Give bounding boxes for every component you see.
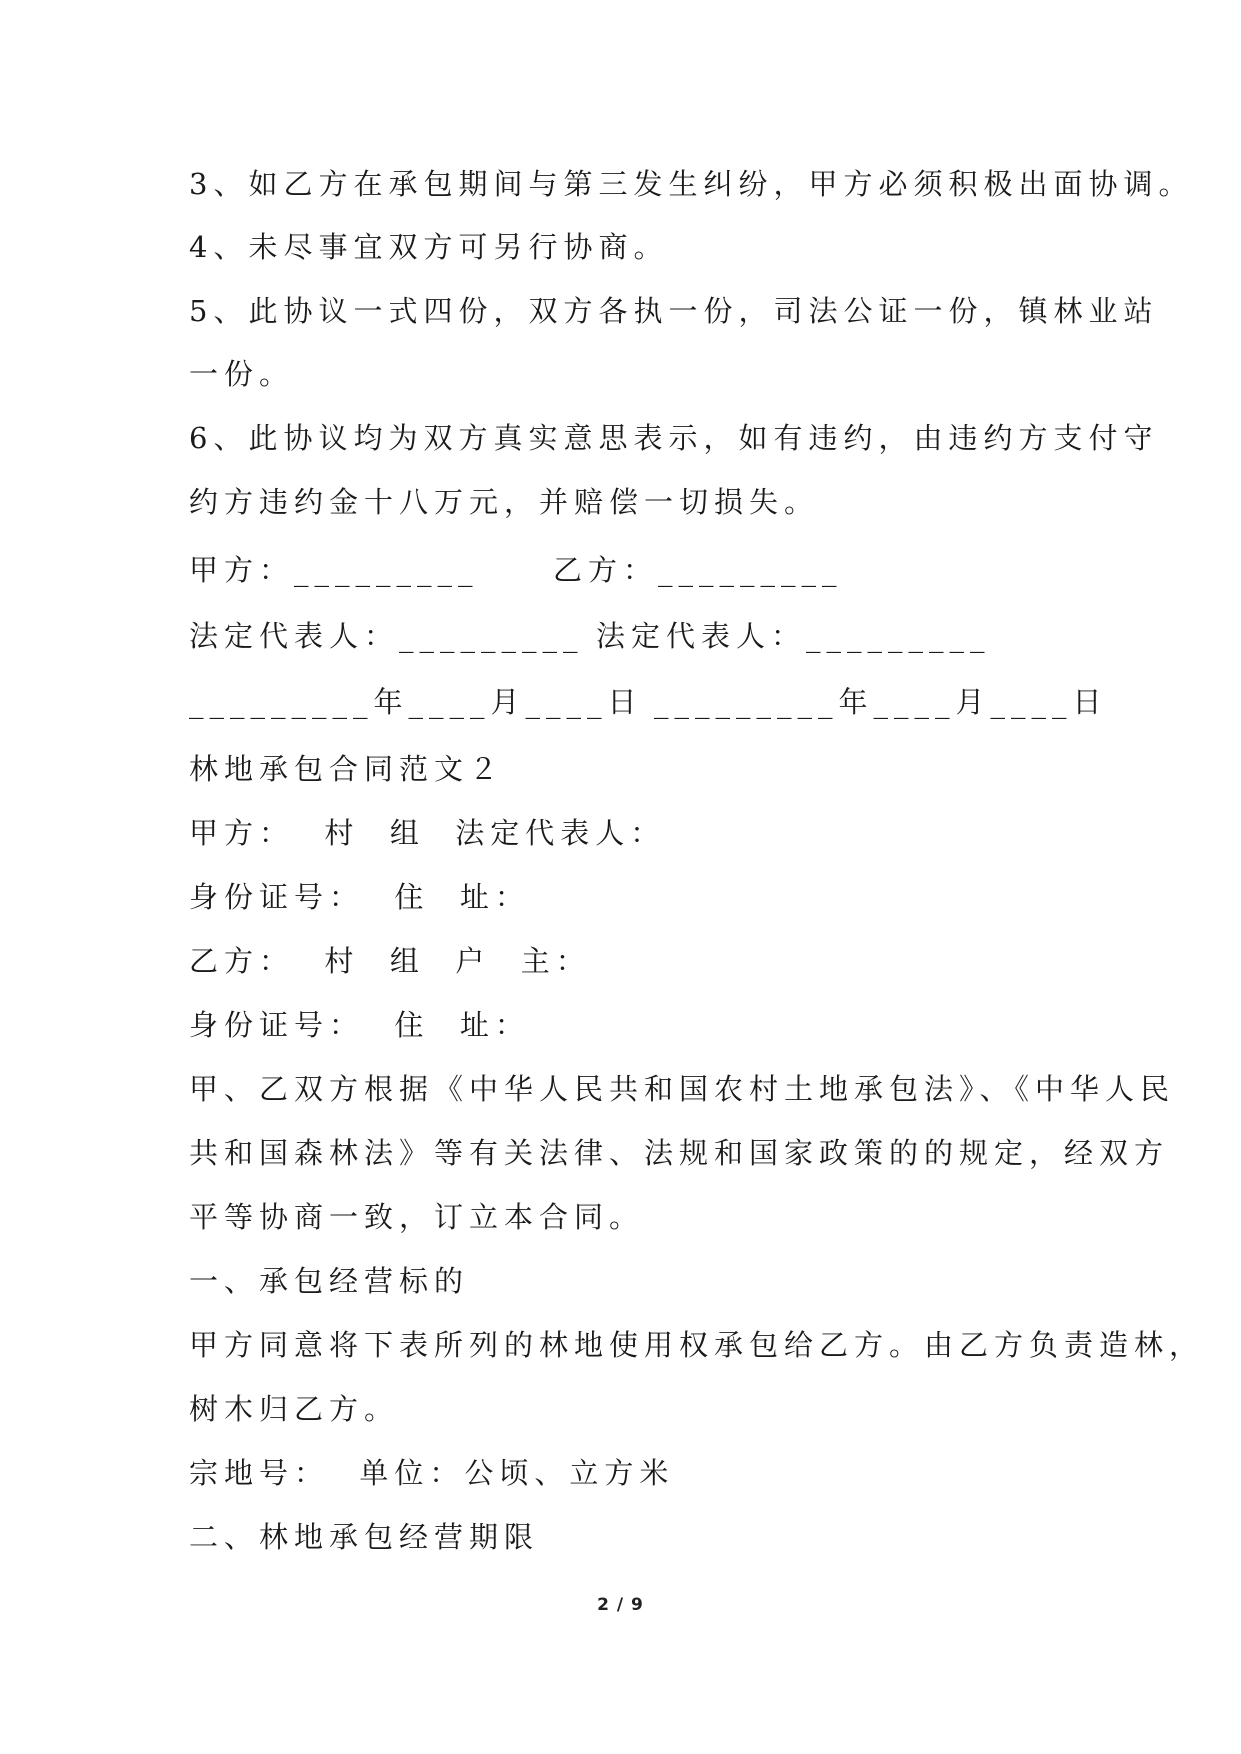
clause-5-cont: 一份。 bbox=[189, 357, 295, 391]
preamble-line-3: 平等协商一致，订立本合同。 bbox=[189, 1200, 645, 1234]
signature-rep-a: 法定代表人：_________ bbox=[189, 619, 584, 653]
body-1-line-2: 树木归乙方。 bbox=[189, 1392, 400, 1426]
body-1-line-1: 甲方同意将下表所列的林地使用权承包给乙方。由乙方负责造林， bbox=[189, 1328, 1205, 1362]
preamble-line-1: 甲、乙双方根据《中华人民共和国农村土地承包法》、《中华人民 bbox=[189, 1072, 1176, 1106]
clause-5: 5、此协议一式四份，双方各执一份，司法公证一份，镇林业站 bbox=[189, 294, 1159, 328]
page-indicator: 2 / 9 bbox=[597, 1595, 644, 1615]
clause-4: 4、未尽事宜双方可另行协商。 bbox=[189, 230, 669, 264]
unit-line: 宗地号： 单位：公顷、立方米 bbox=[189, 1456, 675, 1490]
heading-2: 二、林地承包经营期限 bbox=[189, 1520, 540, 1554]
signature-date-b: _________年____月____日 bbox=[654, 685, 1108, 719]
signature-date-a: _________年____月____日 bbox=[189, 685, 643, 719]
party-a-line: 甲方： 村 组 法定代表人： bbox=[189, 816, 666, 850]
id-line-a: 身份证号： 住 址： bbox=[189, 880, 530, 914]
heading-1: 一、承包经营标的 bbox=[189, 1264, 470, 1298]
preamble-line-2: 共和国森林法》等有关法律、法规和国家政策的的规定，经双方 bbox=[189, 1136, 1170, 1170]
clause-6-cont: 约方违约金十八万元，并赔偿一切损失。 bbox=[189, 485, 820, 519]
signature-party-a: 甲方：_________ bbox=[189, 553, 479, 587]
clause-3: 3、如乙方在承包期间与第三发生纠纷，甲方必须积极出面协调。 bbox=[189, 167, 1194, 201]
signature-party-b: 乙方：_________ bbox=[553, 553, 843, 587]
signature-rep-b: 法定代表人：_________ bbox=[596, 619, 991, 653]
section-title: 林地承包合同范文２ bbox=[189, 752, 505, 786]
clause-6: 6、此协议均为双方真实意思表示，如有违约，由违约方支付守 bbox=[189, 421, 1159, 455]
party-b-line: 乙方： 村 组 户 主： bbox=[189, 944, 591, 978]
id-line-b: 身份证号： 住 址： bbox=[189, 1008, 530, 1042]
